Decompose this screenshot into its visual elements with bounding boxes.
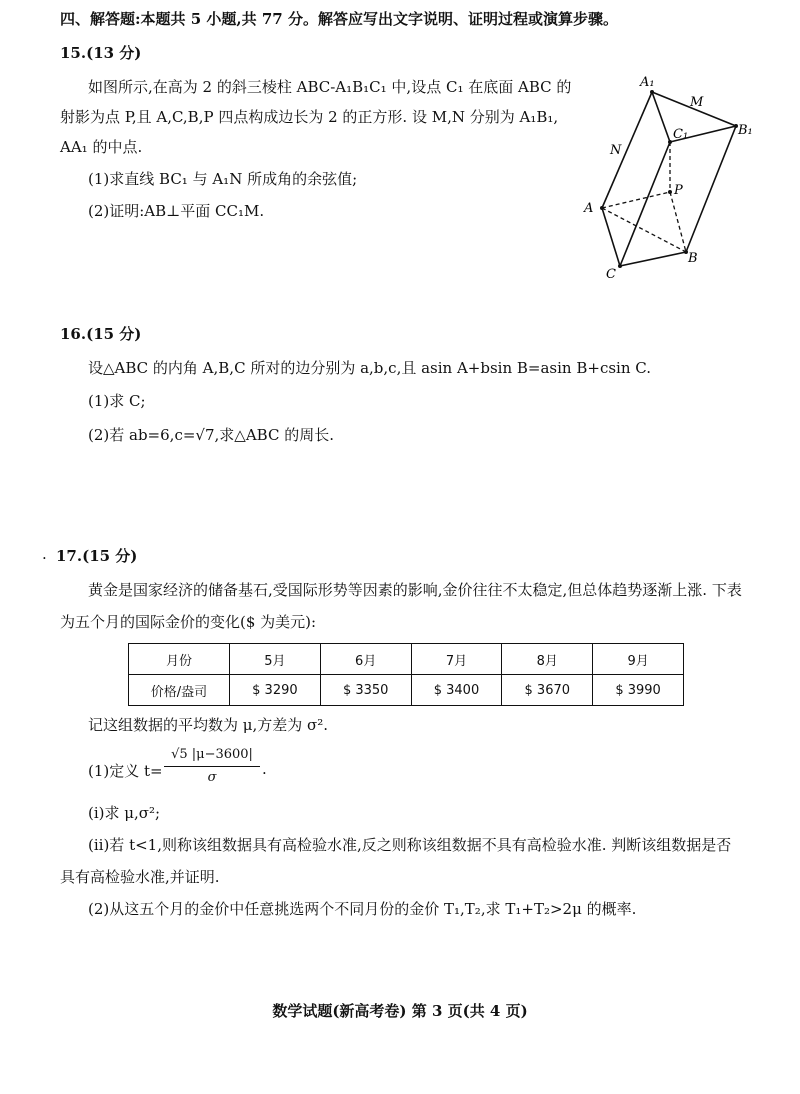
label-a1: A₁: [640, 75, 655, 90]
table-cell: $ 3990: [593, 675, 684, 706]
edge-b1-b: [686, 126, 736, 252]
edge-a-p-hidden: [602, 192, 670, 208]
q15-number: 15.(13 分): [60, 44, 142, 62]
q17-sub-ii-line1: (ⅱ)若 t<1,则称该组数据具有高检验水准,反之则称该组数据不具有高检验水准. 判断该组数据是否: [88, 836, 732, 854]
q17-def-numerator: √5 |μ−3600|: [171, 747, 253, 762]
q15-line1: 如图所示,在高为 2 的斜三棱柱 ABC-A₁B₁C₁ 中,设点 C₁ 在底面 ABC 的: [88, 78, 572, 96]
fraction-bar: [164, 766, 260, 767]
section-header: 四、解答题:本题共 5 小题,共 77 分。解答应写出文字说明、证明过程或演算步骤。: [60, 10, 618, 28]
q16-stem: 设△ABC 的内角 A,B,C 所对的边分别为 a,b,c,且 asin A+bsin B=asin B+csin C.: [88, 359, 651, 377]
q17-note: 记这组数据的平均数为 μ,方差为 σ².: [88, 716, 329, 734]
label-c1: C₁: [673, 127, 689, 142]
q17-margin-dot: .: [42, 545, 47, 563]
q17-line1: 黄金是国家经济的储备基石,受国际形势等因素的影响,金价往往不太稳定,但总体趋势逐渐上涨. 下表: [88, 581, 742, 599]
q16-part2: (2)若 ab=6,c=√7,求△ABC 的周长.: [88, 426, 334, 444]
prism-diagram: [570, 70, 770, 280]
table-cell: 7月: [411, 644, 502, 675]
gold-price-table: [128, 643, 684, 706]
table-cell: 5月: [230, 644, 321, 675]
label-b: B: [688, 251, 698, 266]
label-n: N: [610, 143, 622, 158]
q15-part2: (2)证明:AB⊥平面 CC₁M.: [88, 202, 265, 220]
table-cell: $ 3350: [320, 675, 411, 706]
edge-c1-c: [620, 142, 670, 266]
q17-def-prefix: (1)定义 t=: [88, 762, 163, 780]
table-cell: 6月: [320, 644, 411, 675]
q17-def-suffix: .: [262, 760, 267, 778]
q16-number: 16.(15 分): [60, 325, 142, 343]
table-cell: 8月: [502, 644, 593, 675]
q17-part2: (2)从这五个月的金价中任意挑选两个不同月份的金价 T₁,T₂,求 T₁+T₂>2μ 的概率.: [88, 900, 637, 918]
q16-part1: (1)求 C;: [88, 392, 146, 410]
page-footer: 数学试题(新高考卷) 第 3 页(共 4 页): [272, 1002, 528, 1020]
edge-p-b-hidden: [670, 192, 686, 252]
table-cell: $ 3290: [230, 675, 321, 706]
edge-a-b-hidden: [602, 208, 686, 252]
edge-a1-c1: [652, 92, 670, 142]
label-m: M: [690, 95, 704, 110]
table-row: [129, 675, 684, 706]
table-cell: 月份: [129, 644, 230, 675]
table-cell: $ 3670: [502, 675, 593, 706]
q17-number: 17.(15 分): [56, 547, 138, 565]
label-p: P: [674, 183, 683, 198]
q17-sub-ii-line2: 具有高检验水准,并证明.: [60, 868, 220, 886]
label-a: A: [584, 201, 594, 216]
edge-c-b: [620, 252, 686, 266]
q17-sub-i: (ⅰ)求 μ,σ²;: [88, 804, 161, 822]
table-header-row: [129, 644, 684, 675]
q15-part1: (1)求直线 BC₁ 与 A₁N 所成角的余弦值;: [88, 170, 358, 188]
q15-line3: AA₁ 的中点.: [60, 138, 143, 156]
label-c: C: [606, 267, 616, 280]
q17-def-denominator: σ: [207, 770, 217, 785]
label-b1: B₁: [738, 123, 753, 138]
q15-line2: 射影为点 P,且 A,C,B,P 四点构成边长为 2 的正方形. 设 M,N 分别为 A₁B₁,: [60, 108, 559, 126]
table-cell: 9月: [593, 644, 684, 675]
q17-line2: 为五个月的国际金价的变化($ 为美元):: [60, 613, 317, 631]
table-cell: $ 3400: [411, 675, 502, 706]
table-cell: 价格/盎司: [129, 675, 230, 706]
